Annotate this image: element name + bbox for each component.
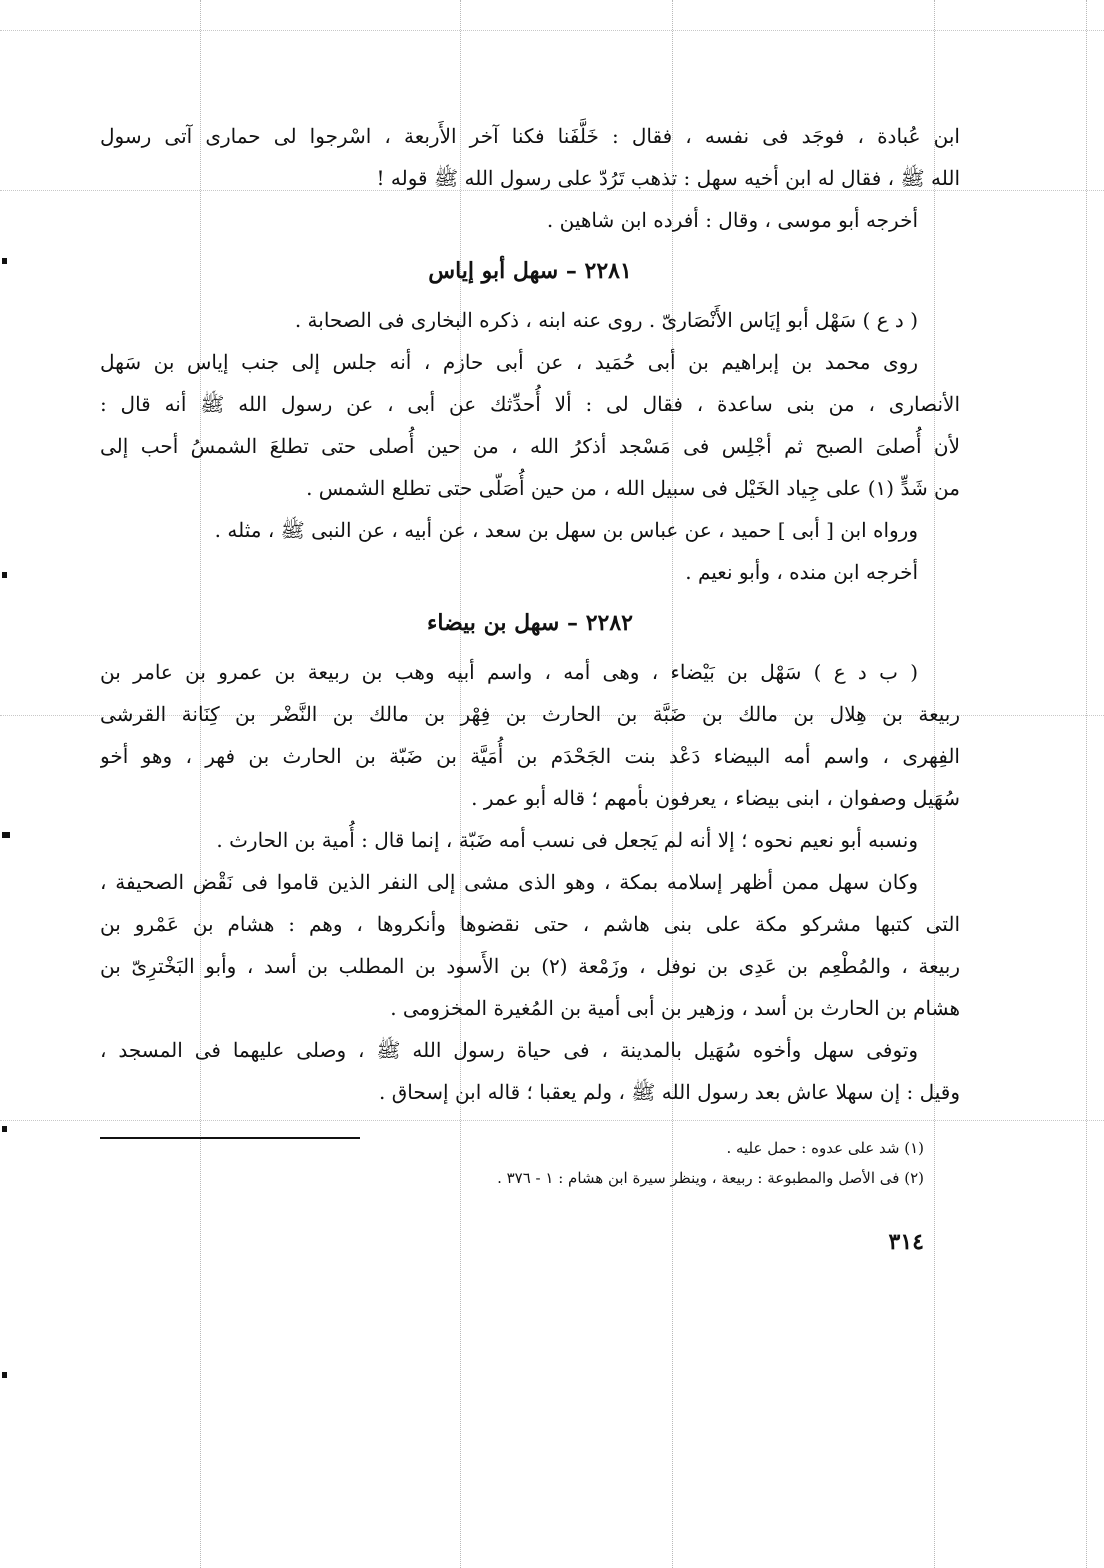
- page-number: ٣١٤: [888, 1229, 924, 1255]
- text-line: ابن عُبادة ، فوجَد فى نفسه ، فقال : خَلَّفَنا فكنا آخر الأَربعة ، اسْرجوا لى حمارى آتى رسول: [100, 124, 960, 148]
- footnote-separator: [100, 1119, 960, 1133]
- book-page: [100, 115, 960, 1535]
- margin-mark: [2, 258, 7, 264]
- text-line: من شَدٍّ (١) على جِياد الخَيْل فى سبيل الله ، من حين أُصَلّى حتى تطلع الشمس .: [306, 476, 960, 500]
- margin-mark: [2, 832, 10, 838]
- text-line: وقيل : إن سهلا عاش بعد رسول الله ﷺ ، ولم يعقبا ؛ قاله ابن إسحاق .: [379, 1080, 960, 1104]
- text-line: وتوفى سهل وأخوه سُهَيل بالمدينة ، فى حياة رسول الله ﷺ ، وصلى عليهما فى المسجد ،: [100, 1038, 918, 1062]
- footnote: (١) شد على عدوه : حمل عليه .: [726, 1139, 924, 1157]
- text-line: ربيعة ، والمُطْعِم بن عَدِى بن نوفل ، وزَمْعة (٢) بن الأَسود بن المطلب بن أسد ، وأبو البَخْترِىّ بن: [100, 954, 960, 978]
- text-line: روى محمد بن إبراهيم بن أبى حُمَيد ، عن أبى حازم ، أنه جلس إلى جنب إياس بن سَهل: [100, 350, 918, 374]
- text-line: الأنصارى ، من بنى ساعدة ، فقال لى : ألا أُحدِّثك عن أبى ، عن رسول الله ﷺ أنه قال :: [100, 392, 960, 416]
- text-line: أخرجه أبو موسى ، وقال : أفرده ابن شاهين .: [546, 208, 918, 232]
- entry-body: [100, 651, 960, 1113]
- text-line: سُهَيل وصفوان ، ابنى بيضاء ، يعرفون بأمهم ؛ قاله أبو عمر .: [471, 786, 960, 810]
- footnote-rule: [100, 1137, 360, 1139]
- text-line: أخرجه ابن منده ، وأبو نعيم .: [685, 560, 918, 584]
- text-line: الله ﷺ ، فقال له ابن أخيه سهل : تذهب تَرُدّ على رسول الله ﷺ قوله !: [376, 166, 960, 190]
- scan-guide-line: [1086, 0, 1087, 1568]
- margin-mark: [2, 1372, 7, 1378]
- text-line: ربيعة بن هِلال بن مالك بن ضَبَّة بن الحارث بن فِهْر بن مالك بن النَّضْر بن كِنَانة القرشى: [100, 702, 960, 726]
- scan-guide-line: [0, 30, 1104, 31]
- text-line: الفِهرى ، واسم أمه البيضاء دَعْد بنت الجَحْدَم بن أُمَيَّة بن ضَبّة بن الحارث بن فهر ، وهو أخو: [100, 744, 960, 768]
- continued-text: [100, 115, 960, 241]
- text-line: ورواه ابن [ أبى ] حميد ، عن عباس بن سهل بن سعد ، عن أبيه ، عن النبى ﷺ ، مثله .: [214, 518, 918, 542]
- text-line: لأن أُصلىَ الصبح ثم أجْلِس فى مَسْجد أذكرُ الله ، من حين أُصلى حتى تطلعَ الشمسُ أحب إلى: [100, 434, 960, 458]
- text-line: التى كتبها مشركو مكة على بنى هاشم ، حتى نقضوها وأنكروها ، وهم : هشام بن عَمْرو بن: [100, 912, 960, 936]
- text-line: ونسبه أبو نعيم نحوه ؛ إلا أنه لم يَجعل فى نسب أمه ضَبّة ، إنما قال : أُمية بن الحارث .: [216, 828, 918, 852]
- margin-mark: [2, 572, 7, 578]
- text-line: هشام بن الحارث بن أسد ، وزهير بن أبى أمية بن المُغيرة المخزومى .: [390, 996, 960, 1020]
- text-line: ( د ع ) سَهْل أبو إيَاس الأَنْصَارىّ . روى عنه ابنه ، ذكره البخارى فى الصحابة .: [294, 308, 918, 332]
- footnote: (٢) فى الأصل والمطبوعة : ربيعة ، وينظر سيرة ابن هشام : ١ - ٣٧٦ .: [497, 1169, 924, 1187]
- entry-title: ٢٢٨١ – سهل أبو إياس: [428, 258, 632, 284]
- entry-title: ٢٢٨٢ – سهل بن بيضاء: [427, 610, 633, 636]
- text-line: وكان سهل ممن أظهر إسلامه بمكة ، وهو الذى مشى إلى النفر الذين قاموا فى نَقْض الصحيفة ،: [100, 870, 918, 894]
- text-line: ( ب د ع ) سَهْل بن بَيْضاء ، وهى أمه ، واسم أبيه وهب بن ربيعة بن عمرو بن عامر بن: [100, 660, 918, 684]
- footnotes: [100, 1133, 960, 1193]
- margin-mark: [2, 1126, 7, 1132]
- entry-body: [100, 299, 960, 593]
